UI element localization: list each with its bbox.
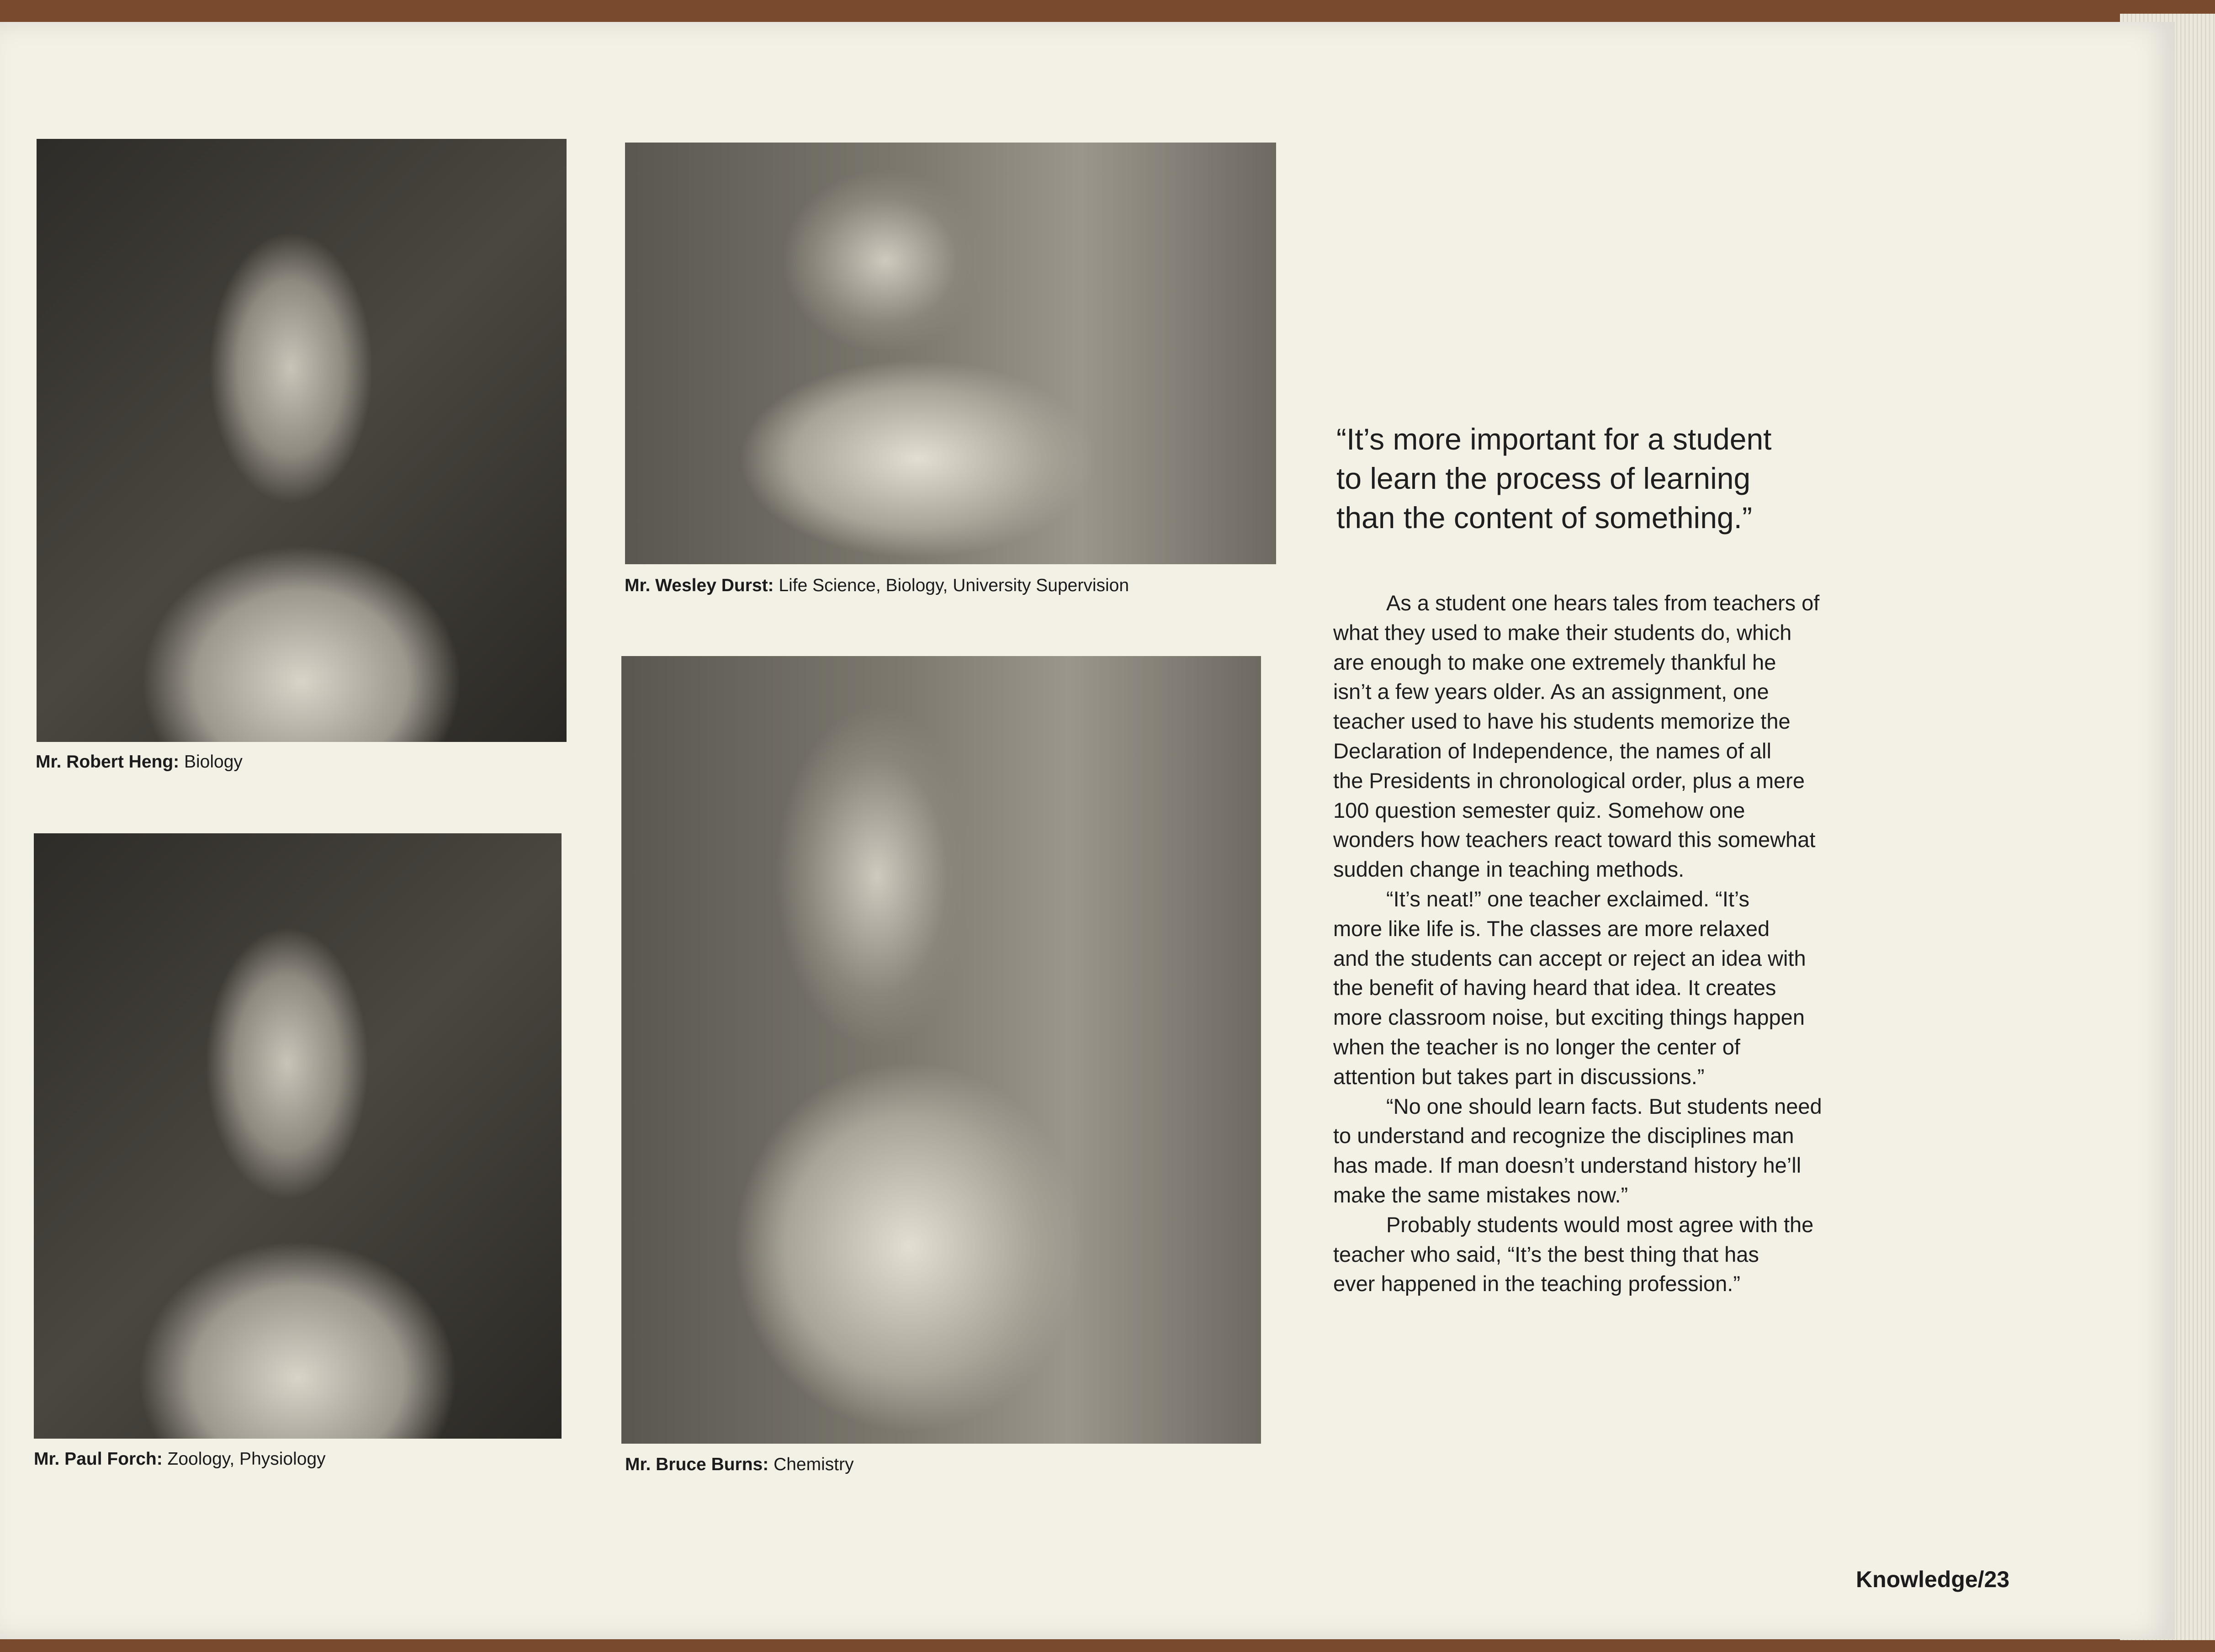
body-line: Probably students would most agree with the: [1386, 1212, 1814, 1237]
body-line: wonders how teachers react toward this somewhat: [1333, 827, 1816, 852]
body-line: Declaration of Independence, the names of all: [1333, 738, 1771, 763]
body-line: teacher who said, “It’s the best thing that has: [1333, 1242, 1759, 1266]
photo-bruce-burns: [621, 656, 1261, 1444]
body-line: what they used to make their students do, which: [1333, 620, 1792, 645]
caption-name: Mr. Robert Heng:: [36, 752, 180, 772]
caption-subjects: Zoology, Physiology: [162, 1449, 326, 1469]
caption-bruce-burns: [625, 1455, 854, 1475]
body-line: more like life is. The classes are more relaxed: [1333, 916, 1770, 941]
body-line: sudden change in teaching methods.: [1333, 857, 1685, 882]
caption-robert-heng: [36, 752, 243, 772]
caption-name: Mr. Bruce Burns:: [625, 1455, 769, 1474]
photo-wesley-durst: [625, 143, 1276, 564]
body-line: ever happened in the teaching profession.”: [1333, 1271, 1741, 1296]
body-line: “It’s neat!” one teacher exclaimed. “It’s: [1386, 886, 1750, 911]
quote-line: to learn the process of learning: [1336, 461, 1751, 495]
body-line: “No one should learn facts. But students need: [1386, 1094, 1822, 1118]
caption-name: Mr. Wesley Durst:: [625, 576, 774, 595]
quote-line: “It’s more important for a student: [1336, 422, 1772, 456]
body-line: isn’t a few years older. As an assignment, one: [1333, 679, 1769, 704]
body-line: 100 question semester quiz. Somehow one: [1333, 798, 1745, 822]
page-folio: Knowledge/23: [1856, 1567, 2010, 1592]
body-line: the Presidents in chronological order, plus a mere: [1333, 768, 1805, 793]
body-line: to understand and recognize the disciplines man: [1333, 1123, 1794, 1148]
body-line: As a student one hears tales from teachers of: [1386, 591, 1820, 615]
caption-name: Mr. Paul Forch:: [34, 1449, 163, 1469]
caption-wesley-durst: [625, 576, 1129, 596]
pull-quote: [1336, 419, 1885, 537]
body-line: teacher used to have his students memorize the: [1333, 709, 1791, 734]
body-line: has made. If man doesn’t understand history he’ll: [1333, 1153, 1802, 1178]
caption-subjects: Chemistry: [768, 1455, 854, 1474]
photo-robert-heng: [37, 139, 567, 742]
article-body: [1333, 588, 1900, 1299]
caption-subjects: Biology: [179, 752, 243, 772]
caption-subjects: Life Science, Biology, University Supervision: [774, 576, 1129, 595]
photo-paul-forch: [34, 833, 562, 1439]
body-line: are enough to make one extremely thankful he: [1333, 650, 1776, 674]
yearbook-page: [0, 22, 2175, 1639]
body-line: more classroom noise, but exciting things happen: [1333, 1005, 1805, 1030]
quote-line: than the content of something.”: [1336, 501, 1752, 535]
body-line: and the students can accept or reject an idea with: [1333, 946, 1806, 970]
body-line: make the same mistakes now.”: [1333, 1182, 1628, 1207]
body-line: attention but takes part in discussions.”: [1333, 1064, 1705, 1089]
body-line: the benefit of having heard that idea. It creates: [1333, 975, 1776, 1000]
caption-paul-forch: [34, 1449, 326, 1469]
body-line: when the teacher is no longer the center of: [1333, 1034, 1740, 1059]
